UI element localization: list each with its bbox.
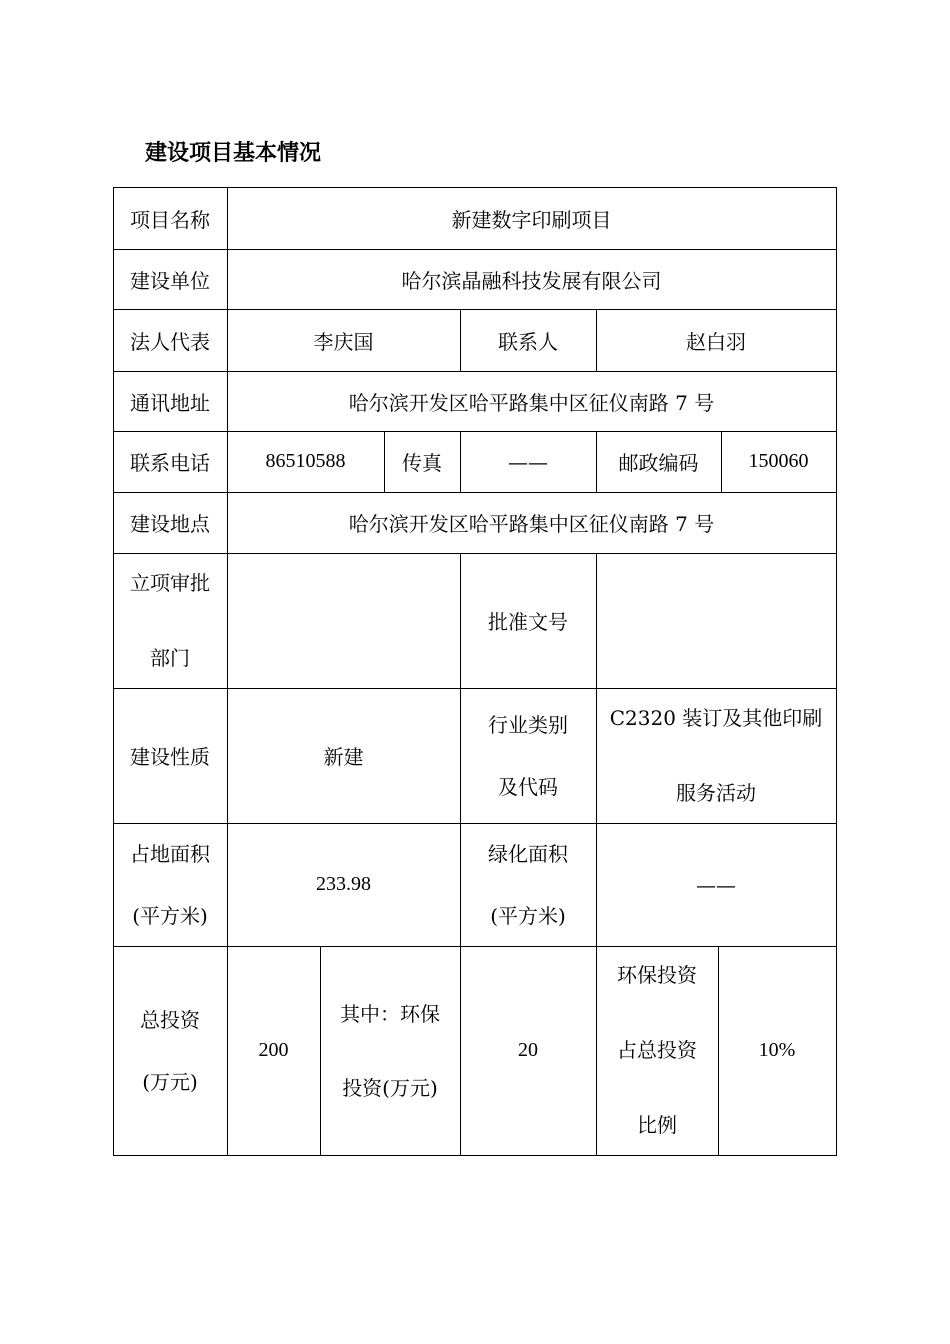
env-label-line1: 其中：环保 xyxy=(340,1001,440,1026)
industry-value xyxy=(596,688,836,823)
env-investment-label xyxy=(320,946,460,1155)
fax-value: —— xyxy=(508,449,548,474)
phone-label: 联系电话 xyxy=(130,451,210,475)
postcode-value: 150060 xyxy=(748,450,809,472)
legal-rep-value: 李庆国 xyxy=(313,329,374,354)
area-label-line1: 占地面积 xyxy=(130,841,210,866)
legal-rep-label: 法人代表 xyxy=(130,329,210,354)
builder-label: 建设单位 xyxy=(130,268,210,293)
ratio-label-line1: 环保投资 xyxy=(617,963,697,987)
investment-value: 200 xyxy=(258,1039,289,1061)
site-value: 哈尔滨开发区哈平路集中区征仪南路 7 号 xyxy=(348,512,715,536)
site-label: 建设地点 xyxy=(130,512,210,536)
project-name-label: 项目名称 xyxy=(130,207,210,232)
industry-label-line2: 及代码 xyxy=(498,774,558,799)
approval-label-line1: 立项审批 xyxy=(130,570,210,595)
approval-doc-value xyxy=(596,553,836,688)
postcode-label: 邮政编码 xyxy=(618,451,699,475)
green-label-line2: (平方米) xyxy=(490,903,566,928)
investment-label xyxy=(113,946,227,1155)
industry-label-line1: 行业类别 xyxy=(488,712,568,737)
green-label-line1: 绿化面积 xyxy=(488,841,568,866)
area-label xyxy=(113,823,227,946)
address-label: 通讯地址 xyxy=(130,390,210,415)
project-name-value: 新建数字印刷项目 xyxy=(451,207,612,232)
industry-label xyxy=(460,688,596,823)
nature-value: 新建 xyxy=(323,745,364,769)
builder-value: 哈尔滨晶融科技发展有限公司 xyxy=(401,268,662,293)
page-title: 建设项目基本情况 xyxy=(145,141,322,166)
approval-label-line2: 部门 xyxy=(150,645,190,670)
ratio-label-line3: 比例 xyxy=(637,1113,677,1137)
phone-value: 86510588 xyxy=(265,450,346,472)
env-ratio-label xyxy=(596,946,718,1155)
approval-dept-label xyxy=(113,553,227,688)
contact-label: 联系人 xyxy=(498,329,558,354)
env-label-line2: 投资(万元) xyxy=(342,1075,438,1100)
approval-doc-label: 批准文号 xyxy=(488,610,568,634)
contact-value: 赵白羽 xyxy=(686,329,746,354)
industry-value-line1: C2320 装订及其他印刷 xyxy=(609,705,823,730)
env-ratio-value: 10% xyxy=(758,1039,796,1061)
investment-label-line2: (万元) xyxy=(142,1069,198,1094)
area-label-line2: (平方米) xyxy=(132,903,208,928)
approval-dept-value xyxy=(227,553,460,688)
fax-label: 传真 xyxy=(402,451,442,475)
address-value: 哈尔滨开发区哈平路集中区征仪南路 7 号 xyxy=(348,390,715,415)
investment-label-line1: 总投资 xyxy=(140,1007,200,1032)
green-area-value: —— xyxy=(696,872,736,897)
industry-value-line2: 服务活动 xyxy=(676,780,756,805)
nature-label: 建设性质 xyxy=(130,745,210,769)
green-area-label xyxy=(460,823,596,946)
ratio-label-line2: 占总投资 xyxy=(617,1038,697,1062)
env-investment-value: 20 xyxy=(518,1039,538,1061)
area-value: 233.98 xyxy=(316,873,371,895)
